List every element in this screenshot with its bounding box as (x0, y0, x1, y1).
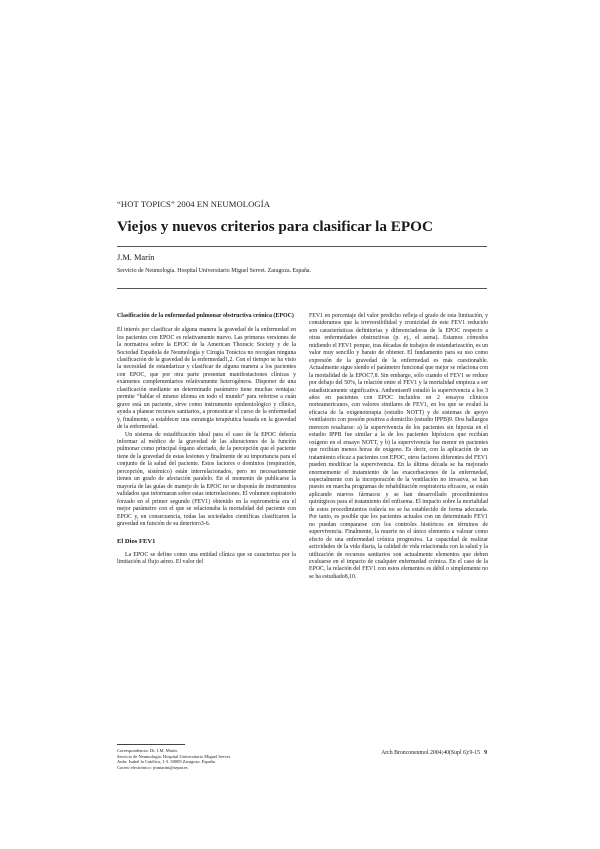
title-rule (117, 246, 487, 247)
footnote-rule (117, 744, 185, 745)
correspondence-footnote (117, 748, 297, 770)
article-title: Viejos y nuevos criterios para clasificar la EPOC (117, 218, 433, 235)
journal-citation: Arch Bronconeumol 2004;40(Supl 6):9-15 (381, 750, 481, 756)
paragraph: Un sistema de estadificación ideal para el caso de la EPOC debería informar al médico de la gravedad de las alteraciones de la función pulmonar como principal órgano afectado, de la percepción que el paciente tiene de la gravedad de estas lesiones y finalmente de su importancia para el conjunto de la salud del paciente. Estos factores o dominios (respiración, percepción, sistémico) están interrelacionados, pero no necesariamente tienen un grado de afectación paralelo. En el momento de publicarse la mayoría de las guías de manejo de la EPOC no se disponía de instrumentos validados que informaran sobre estas interrelaciones. El volumen espiratorio forzado en el primer segundo (FEV1) obtenido en la espirometría era el mejor parámetro con el que se relacionaba la mortalidad del paciente con EPOC y, en consecuencia, todas las sociedades científicas clasificaron la gravedad en función de su deterioro3-6. (117, 431, 296, 527)
header-rule (117, 288, 487, 289)
right-column (309, 313, 488, 581)
journal-folio (370, 750, 487, 756)
left-column (117, 313, 296, 567)
paragraph: La EPOC se define como una entidad clínica que se caracteriza por la limitación al flujo aéreo. El valor del (117, 551, 296, 566)
series-kicker: “HOT TOPICS” 2004 EN NEUMOLOGÍA (117, 199, 271, 209)
author-name: J.M. Marín (117, 253, 155, 262)
footnote-line: Servicio de Neumología. Hospital Universitario Miguel Servet. (117, 753, 231, 759)
paragraph: El interés por clasificar de alguna manera la gravedad de la enfermedad en los pacientes con EPOC es relativamente nuevo. Las primeras versiones de la normativa sobre la EPOC de la American Thoracic Society y de la Sociedad Española de Neumología y Cirugía Torácica no recogían ninguna clasificación de la gravedad de la enfermedad1,2. Con el tiempo se ha visto la necesidad de estandarizar y clasificar de alguna manera a los pacientes con EPOC, que por otra parte presentan manifestaciones clínicas y exámenes complementarios relativamente heterogéneos. Disponer de una clasificación mediante un determinado parámetro tiene muchas ventajas: permite “hablar el mismo idioma en todo el mundo” para referirse a cuán grave está un paciente, sirve como instrumento epidemiológico y clínico, ayuda a planear recursos sanitarios, a pronosticar el curso de la enfermedad y, finalmente, a establecer una estrategia terapéutica basada en la gravedad de la enfermedad. (117, 327, 296, 431)
section-heading-classification: Clasificación de la enfermedad pulmonar obstructiva crónica (EPOC) (117, 313, 294, 319)
footnote-line: Correo electrónico: jmmarint@separ.es (117, 764, 188, 770)
section-heading-fev1: El Dios FEV1 (117, 538, 156, 546)
author-affiliation: Servicio de Neumología. Hospital Universitario Miguel Servet. Zaragoza. España. (117, 268, 312, 274)
footnote-line: Correspondencia: Dr. J.M. Marín. (117, 748, 178, 753)
paragraph: FEV1 en porcentaje del valor predicho refleja el grado de esta limitación, y consideramos que la irreversibilidad y cronicidad de este FEV1 reducido son características definitorias y diferenciadoras de la EPOC respecto a otras enfermedades obstructivas (p. ej., el asma). Estamos cómodos midiendo el FEV1 porque, tras décadas de trabajos de estandarización, es un valor muy sencillo y barato de obtener. El fundamento para su uso como expresión de la gravedad de la enfermedad es más cuestionable. Actualmente sigue siendo el parámetro funcional que mejor se relaciona con la mortalidad de la EPOC7,8. Sin embargo, sólo cuando el FEV1 se reduce por debajo del 50%, la relación entre el FEV1 y la mortalidad empieza a ser estadísticamente significativa. Anthonisen9 estudió la supervivencia a los 3 años en pacientes con EPOC incluidos en 2 ensayos clínicos norteamericanos, con valores similares de FEV1, en los que se evaluó la eficacia de la oxigenoterapia (estudio NOTT) y de sistemas de apoyo ventilatorio con presión positiva a domicilio (estudio IPPB)9. Dos hallazgos merecen resaltarse: a) la supervivencia de los pacientes sin hipoxia en el estudio IPPB fue similar a la de los pacientes hipóxicos que recibían oxígeno en el ensayo NOTT, y b) la supervivencia fue menor en pacientes que recibían menos horas de oxígeno. Es decir, con la aplicación de un tratamiento eficaz a pacientes con EPOC, otros factores diferentes del FEV1 pueden modificar la supervivencia. En la última década se ha mejorado enormemente el tratamiento de las exacerbaciones de la enfermedad, especialmente con la incorporación de la ventilación no invasiva, se han puesto en marcha programas de rehabilitación respiratoria eficaces, se están aplicando nuevos fármacos y se han desarrollado procedimientos quirúrgicos para el tratamiento del enfisema. El impacto sobre la mortalidad de estos procedimientos todavía no se ha establecido de forma adecuada. Por tanto, es posible que los pacientes actuales con un determinado FEV1 no puedan compararse con los controles históricos en términos de supervivencia. Finalmente, la muerte no el único elemento a valorar como efecto de una enfermedad crónica progresiva. La capacidad de realizar actividades de la vida diaria, la calidad de vida relacionada con la salud y la utilización de recursos sanitarios son actualmente elementos que deben evaluarse en el impacto de cualquier enfermedad crónica. En el caso de la EPOC, la relación del FEV1 con estos elementos es débil o simplemente no se ha estudiado8,10. (309, 313, 488, 580)
footnote-line: Avda. Isabel la Católica, 1-3. 50009 Zaragoza. España. (117, 759, 216, 765)
page-number: 9 (484, 750, 487, 756)
